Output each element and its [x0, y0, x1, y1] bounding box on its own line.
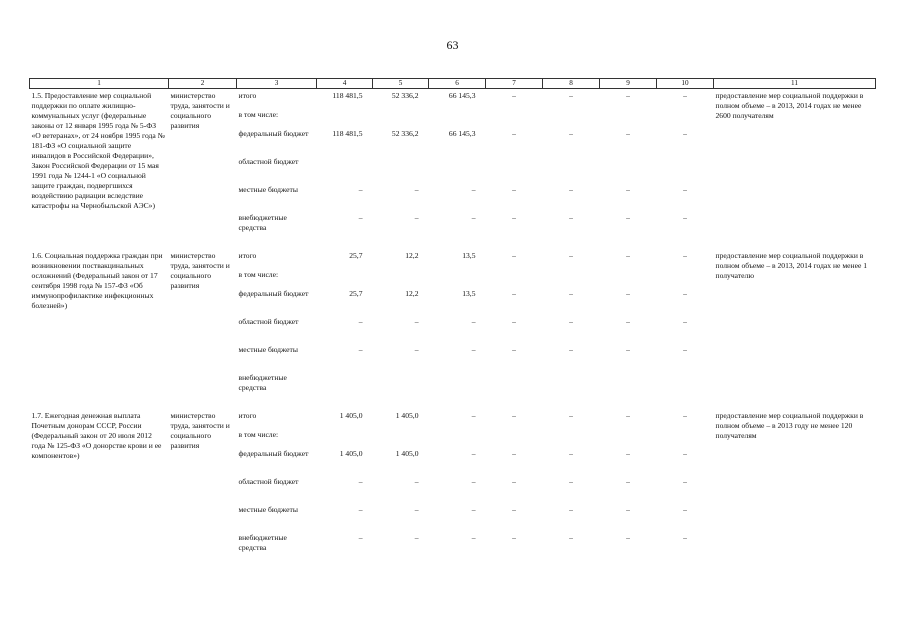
header-col-2: 2	[169, 79, 237, 89]
value-cell-col-8: –	[569, 251, 573, 260]
value-cell-col-8	[543, 373, 600, 409]
value-cell-col-9: –	[626, 91, 630, 100]
value-cell-col-6	[429, 110, 486, 129]
value-cell-col-10	[657, 430, 714, 449]
value-cell-col-7: –	[512, 289, 516, 298]
expected-result-cell: предоставление мер социальной поддержки в полном объеме – в 2013, 2014 годах не менее 2600 получателям	[715, 91, 864, 120]
value-cell-col-10	[657, 110, 714, 129]
value-cell-col-10: –	[683, 317, 687, 326]
funding-source-cell: местные бюджеты	[238, 505, 298, 514]
value-cell-col-10	[657, 373, 714, 409]
executor-cell: министерство труда, занятости и социального развития	[170, 411, 230, 450]
value-cell-col-6: –	[471, 185, 476, 194]
value-cell-col-9: –	[626, 449, 630, 458]
funding-source-cell: внебюджетные средства	[238, 533, 287, 552]
value-cell-col-10	[657, 270, 714, 289]
value-cell-col-4: 25,7	[349, 251, 363, 260]
header-col-9: 9	[600, 79, 657, 89]
value-cell-col-10: –	[683, 185, 687, 194]
value-cell-col-7: –	[512, 345, 516, 354]
value-cell-col-10: –	[683, 251, 687, 260]
value-cell-col-5: –	[414, 185, 419, 194]
value-cell-col-5: –	[414, 477, 419, 486]
value-cell-col-7: –	[512, 129, 516, 138]
value-cell-col-8	[543, 430, 600, 449]
value-cell-col-6: –	[471, 449, 476, 458]
funding-source-cell: итого	[238, 91, 257, 100]
value-cell-col-8: –	[569, 213, 573, 222]
value-cell-col-8: –	[569, 185, 573, 194]
value-cell-col-5: –	[414, 533, 419, 542]
funding-source-cell: в том числе:	[238, 110, 279, 119]
expected-result-cell: предоставление мер социальной поддержки в полном объеме – в 2013 году не менее 120 получателям	[715, 411, 864, 440]
value-cell-col-10: –	[683, 213, 687, 222]
value-cell-col-9	[600, 110, 657, 129]
value-cell-col-9: –	[626, 345, 630, 354]
table-row	[30, 249, 876, 270]
value-cell-col-9	[600, 373, 657, 409]
funding-source-cell: федеральный бюджет	[238, 449, 309, 458]
value-cell-col-10: –	[683, 477, 687, 486]
funding-source-cell: областной бюджет	[238, 157, 299, 166]
value-cell-col-7: –	[512, 317, 516, 326]
header-col-10: 10	[657, 79, 714, 89]
value-cell-col-6: 13,5	[462, 289, 476, 298]
value-cell-col-8: –	[569, 411, 573, 420]
value-cell-col-7: –	[512, 213, 516, 222]
value-cell-col-6: –	[471, 477, 476, 486]
value-cell-col-4: –	[358, 533, 363, 542]
value-cell-col-7	[486, 110, 543, 129]
value-cell-col-6	[429, 430, 486, 449]
value-cell-col-6	[429, 157, 486, 185]
value-cell-col-4: –	[358, 505, 363, 514]
value-cell-col-9: –	[626, 185, 630, 194]
value-cell-col-8: –	[569, 129, 573, 138]
value-cell-col-9: –	[626, 505, 630, 514]
item-name-cell: 1.7. Ежегодная денежная выплата Почетным донорам СССР, России (Федеральный закон от 20 июля 2012 года № 125-ФЗ «О донорстве крови и ее компонентов»)	[31, 411, 162, 460]
value-cell-col-7: –	[512, 533, 516, 542]
table-row	[30, 409, 876, 430]
value-cell-col-5	[373, 270, 429, 289]
value-cell-col-7: –	[512, 411, 516, 420]
value-cell-col-4: –	[358, 185, 363, 194]
value-cell-col-8: –	[569, 91, 573, 100]
value-cell-col-6: –	[471, 505, 476, 514]
value-cell-col-8	[543, 110, 600, 129]
funding-source-cell: в том числе:	[238, 430, 279, 439]
value-cell-col-4: –	[358, 345, 363, 354]
value-cell-col-7: –	[512, 91, 516, 100]
value-cell-col-7	[486, 430, 543, 449]
funding-source-cell: местные бюджеты	[238, 185, 298, 194]
header-col-8: 8	[543, 79, 600, 89]
funding-source-cell: внебюджетные средства	[238, 213, 287, 232]
value-cell-col-5: 52 336,2	[391, 129, 419, 138]
value-cell-col-8	[543, 157, 600, 185]
value-cell-col-6: –	[471, 213, 476, 222]
funding-source-cell: областной бюджет	[238, 477, 299, 486]
executor-cell: министерство труда, занятости и социального развития	[170, 251, 230, 290]
header-col-7: 7	[486, 79, 543, 89]
value-cell-col-5	[373, 157, 429, 185]
item-name-cell: 1.5. Предоставление мер социальной поддержки по оплате жилищно-коммунальных услуг (федеральные законы от 12 января 1995 года № 5-ФЗ «О ветеранах», от 24 ноября 1995 года № 181-ФЗ «О социальной защите инвалидов в Российской Федерации», Закон Российской Федерации от 15 мая 1991 года № 1244-1 «О социальной защите граждан, подвергшихся воздействию радиации вследствие катастрофы на Чернобыльской АЭС»)	[31, 91, 165, 210]
value-cell-col-10: –	[683, 411, 687, 420]
value-cell-col-6: –	[471, 411, 476, 420]
value-cell-col-8	[543, 270, 600, 289]
value-cell-col-8: –	[569, 449, 573, 458]
value-cell-col-7: –	[512, 449, 516, 458]
value-cell-col-5: –	[414, 505, 419, 514]
header-col-5: 5	[373, 79, 429, 89]
value-cell-col-10: –	[683, 289, 687, 298]
value-cell-col-10	[657, 157, 714, 185]
value-cell-col-4: 1 405,0	[339, 449, 363, 458]
value-cell-col-8: –	[569, 345, 573, 354]
funding-source-cell: внебюджетные средства	[238, 373, 287, 392]
value-cell-col-6	[429, 270, 486, 289]
header-col-6: 6	[429, 79, 486, 89]
executor-cell: министерство труда, занятости и социального развития	[170, 91, 230, 130]
value-cell-col-4: –	[358, 477, 363, 486]
funding-source-cell: областной бюджет	[238, 317, 299, 326]
header-col-3: 3	[237, 79, 317, 89]
value-cell-col-5: 52 336,2	[391, 91, 419, 100]
funding-source-cell: федеральный бюджет	[238, 289, 309, 298]
value-cell-col-4: 118 481,5	[332, 91, 363, 100]
value-cell-col-7: –	[512, 185, 516, 194]
value-cell-col-4	[317, 430, 373, 449]
value-cell-col-9	[600, 157, 657, 185]
value-cell-col-9: –	[626, 533, 630, 542]
value-cell-col-4	[317, 110, 373, 129]
value-cell-col-9: –	[626, 213, 630, 222]
table-row	[30, 89, 876, 111]
value-cell-col-6: –	[471, 533, 476, 542]
value-cell-col-8: –	[569, 505, 573, 514]
value-cell-col-6: –	[471, 345, 476, 354]
value-cell-col-5: 1 405,0	[395, 449, 419, 458]
value-cell-col-9: –	[626, 317, 630, 326]
value-cell-col-6	[429, 373, 486, 409]
header-col-1: 1	[30, 79, 169, 89]
value-cell-col-4: 25,7	[349, 289, 363, 298]
value-cell-col-10: –	[683, 129, 687, 138]
value-cell-col-7	[486, 373, 543, 409]
page-number: 63	[446, 38, 459, 52]
expected-result-cell: предоставление мер социальной поддержки в полном объеме – в 2013, 2014 годах не менее 1 получателю	[715, 251, 868, 280]
value-cell-col-10: –	[683, 345, 687, 354]
value-cell-col-7	[486, 157, 543, 185]
table-body	[30, 89, 876, 570]
value-cell-col-5	[373, 373, 429, 409]
value-cell-col-9: –	[626, 289, 630, 298]
value-cell-col-4: –	[358, 213, 363, 222]
value-cell-col-6: 66 145,3	[448, 91, 476, 100]
value-cell-col-9	[600, 270, 657, 289]
value-cell-col-6: –	[471, 317, 476, 326]
table-header-row	[30, 79, 876, 89]
value-cell-col-4: –	[358, 317, 363, 326]
funding-source-cell: итого	[238, 251, 257, 260]
value-cell-col-7: –	[512, 251, 516, 260]
funding-source-cell: федеральный бюджет	[238, 129, 309, 138]
value-cell-col-4: 1 405,0	[339, 411, 363, 420]
funding-source-cell: итого	[238, 411, 257, 420]
value-cell-col-10: –	[683, 533, 687, 542]
value-cell-col-10: –	[683, 505, 687, 514]
value-cell-col-6: 13,5	[462, 251, 476, 260]
value-cell-col-6: 66 145,3	[448, 129, 476, 138]
value-cell-col-7: –	[512, 505, 516, 514]
value-cell-col-10: –	[683, 91, 687, 100]
value-cell-col-5: –	[414, 213, 419, 222]
value-cell-col-9: –	[626, 411, 630, 420]
value-cell-col-5: 1 405,0	[395, 411, 419, 420]
value-cell-col-4	[317, 373, 373, 409]
value-cell-col-8: –	[569, 477, 573, 486]
value-cell-col-5: –	[414, 345, 419, 354]
header-col-11: 11	[714, 79, 876, 89]
funding-source-cell: местные бюджеты	[238, 345, 298, 354]
value-cell-col-5: –	[414, 317, 419, 326]
value-cell-col-8: –	[569, 317, 573, 326]
value-cell-col-5: 12,2	[405, 289, 419, 298]
value-cell-col-5	[373, 110, 429, 129]
value-cell-col-9: –	[626, 251, 630, 260]
value-cell-col-4	[317, 157, 373, 185]
item-name-cell: 1.6. Социальная поддержка граждан при возникновении поствакцинальных осложнений (Федеральный закон от 17 сентября 1998 года № 157-ФЗ «Об иммунопрофилактике инфекционных болезней»)	[31, 251, 163, 310]
value-cell-col-9: –	[626, 477, 630, 486]
value-cell-col-10: –	[683, 449, 687, 458]
program-table	[29, 78, 876, 569]
value-cell-col-9: –	[626, 129, 630, 138]
value-cell-col-5	[373, 430, 429, 449]
value-cell-col-8: –	[569, 289, 573, 298]
value-cell-col-9	[600, 430, 657, 449]
value-cell-col-7	[486, 270, 543, 289]
header-col-4: 4	[317, 79, 373, 89]
value-cell-col-7: –	[512, 477, 516, 486]
funding-source-cell: в том числе:	[238, 270, 279, 279]
value-cell-col-5: 12,2	[405, 251, 419, 260]
value-cell-col-8: –	[569, 533, 573, 542]
value-cell-col-4: 118 481,5	[332, 129, 363, 138]
value-cell-col-4	[317, 270, 373, 289]
